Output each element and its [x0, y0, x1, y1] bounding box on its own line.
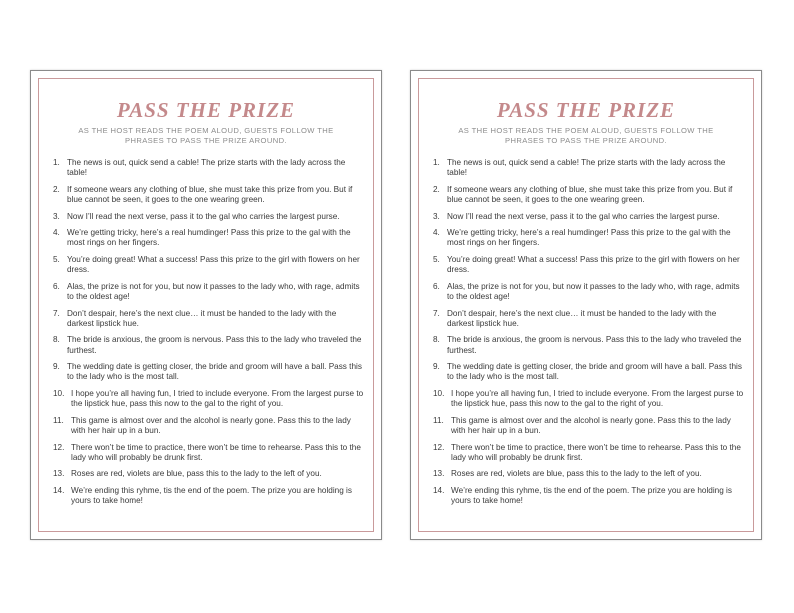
poem-item	[433, 416, 745, 436]
poem-list	[53, 158, 365, 513]
item-number: 10.	[53, 388, 65, 398]
poem-item	[433, 212, 745, 222]
item-number: 8.	[433, 335, 440, 345]
item-text: Roses are red, violets are blue, pass this to the lady to the left of you.	[451, 469, 702, 479]
poem-item	[53, 469, 365, 479]
item-text: The news is out, quick send a cable! The prize starts with the lady across the table!	[447, 158, 726, 178]
item-number: 1.	[53, 158, 60, 167]
item-text: You’re doing great! What a success! Pass this prize to the girl with flowers on her dress.	[447, 254, 740, 275]
card-inner-border	[418, 78, 754, 532]
item-number: 6.	[53, 281, 60, 291]
poem-list	[433, 158, 745, 513]
game-card-right	[410, 70, 762, 540]
item-number: 2.	[433, 184, 440, 194]
poem-item	[433, 443, 745, 463]
item-number: 6.	[433, 281, 440, 291]
item-text: Now I’ll read the next verse, pass it to the gal who carries the largest purse.	[447, 211, 720, 221]
poem-item	[433, 255, 745, 275]
item-text: We’re getting tricky, here’s a real humdinger! Pass this prize to the gal with the most rings on her fingers.	[447, 228, 731, 248]
item-number: 12.	[433, 442, 445, 452]
item-text: Alas, the prize is not for you, but now it passes to the lady who, with rage, admits to the oldest age!	[447, 281, 740, 301]
poem-item	[53, 255, 365, 275]
item-number: 11.	[433, 415, 444, 425]
poem-item	[53, 282, 365, 302]
item-number: 1.	[433, 158, 440, 167]
item-text: We’re getting tricky, here’s a real humdinger! Pass this prize to the gal with the most rings on her fingers.	[67, 228, 351, 248]
poem-item	[53, 416, 365, 436]
item-number: 5.	[53, 254, 60, 264]
item-number: 9.	[53, 362, 60, 372]
item-number: 13.	[433, 469, 445, 479]
item-text: Don’t despair, here’s the next clue… it must be handed to the lady with the darkest lipstick hue.	[67, 308, 337, 328]
item-text: You’re doing great! What a success! Pass this prize to the girl with flowers on her dress.	[67, 254, 360, 275]
item-text: The wedding date is getting closer, the bride and groom will have a ball. Pass this to the lady who is the most tall.	[67, 362, 362, 382]
poem-item	[433, 486, 745, 506]
item-number: 4.	[53, 228, 60, 238]
item-text: The bride is anxious, the groom is nervous. Pass this to the lady who traveled the furthest.	[447, 335, 742, 355]
poem-item	[53, 212, 365, 222]
item-number: 14.	[53, 485, 65, 495]
card-title: PASS THE PRIZE	[496, 98, 676, 122]
item-number: 3.	[53, 211, 60, 221]
item-number: 10.	[433, 388, 445, 398]
item-text: The wedding date is getting closer, the bride and groom will have a ball. Pass this to the lady who is the most tall.	[447, 362, 742, 382]
item-text: If someone wears any clothing of blue, she must take this prize from you. But if blue cannot be seen, it goes to the one wearing green.	[67, 184, 353, 204]
item-number: 9.	[433, 362, 440, 372]
item-text: There won’t be time to practice, there won’t be time to rehearse. Pass this to the lady who will probably be drunk first.	[71, 442, 361, 462]
game-card-left	[30, 70, 382, 540]
item-number: 13.	[53, 469, 65, 479]
item-text: I hope you’re all having fun, I tried to include everyone. From the largest purse to the lipstick hue, pass this now to the gal to the right of you.	[451, 388, 744, 409]
item-number: 3.	[433, 211, 440, 221]
item-number: 2.	[53, 184, 60, 194]
poem-item	[433, 185, 745, 205]
item-text: Roses are red, violets are blue, pass this to the lady to the left of you.	[71, 469, 322, 479]
item-number: 12.	[53, 442, 65, 452]
item-text: There won’t be time to practice, there won’t be time to rehearse. Pass this to the lady who will probably be drunk first.	[451, 442, 741, 462]
item-text: We’re ending this ryhme, tis the end of the poem. The prize you are holding is yours to take home!	[71, 485, 352, 506]
item-number: 5.	[433, 254, 440, 264]
item-number: 4.	[433, 228, 440, 238]
card-title: PASS THE PRIZE	[116, 98, 296, 122]
item-text: Now I’ll read the next verse, pass it to the gal who carries the largest purse.	[67, 211, 340, 221]
item-number: 7.	[433, 308, 440, 318]
item-text: The bride is anxious, the groom is nervous. Pass this to the lady who traveled the furthest.	[67, 335, 362, 355]
item-text: The news is out, quick send a cable! The prize starts with the lady across the table!	[67, 158, 346, 178]
item-text: I hope you’re all having fun, I tried to include everyone. From the largest purse to the lipstick hue, pass this now to the gal to the right of you.	[71, 388, 364, 409]
item-text: Alas, the prize is not for you, but now it passes to the lady who, with rage, admits to the oldest age!	[67, 281, 360, 301]
poem-item	[433, 335, 745, 355]
item-text: This game is almost over and the alcohol is nearly gone. Pass this to the lady with her hair up in a bun.	[451, 415, 731, 435]
item-number: 14.	[433, 485, 445, 495]
card-inner-border	[38, 78, 374, 532]
card-instructions: AS THE HOST READS THE POEM ALOUD, GUESTS FOLLOW THE PHRASES TO PASS THE PRIZE AROUND.	[78, 126, 334, 145]
poem-item	[433, 228, 745, 248]
poem-item	[433, 389, 745, 409]
item-number: 11.	[53, 415, 64, 425]
item-text: This game is almost over and the alcohol is nearly gone. Pass this to the lady with her hair up in a bun.	[71, 415, 351, 435]
poem-item	[53, 335, 365, 355]
poem-item	[53, 443, 365, 463]
poem-item	[53, 486, 365, 506]
poem-item	[433, 282, 745, 302]
item-text: We’re ending this ryhme, tis the end of the poem. The prize you are holding is yours to take home!	[451, 485, 732, 506]
poem-item	[433, 158, 745, 178]
item-text: Don’t despair, here’s the next clue… it must be handed to the lady with the darkest lipstick hue.	[447, 308, 717, 328]
card-instructions: AS THE HOST READS THE POEM ALOUD, GUESTS FOLLOW THE PHRASES TO PASS THE PRIZE AROUND.	[458, 126, 714, 145]
poem-item	[433, 362, 745, 382]
item-number: 8.	[53, 335, 60, 345]
poem-item	[53, 228, 365, 248]
item-text: If someone wears any clothing of blue, she must take this prize from you. But if blue cannot be seen, it goes to the one wearing green.	[447, 184, 733, 204]
poem-item	[53, 309, 365, 329]
poem-item	[433, 469, 745, 479]
item-number: 7.	[53, 308, 60, 318]
poem-item	[53, 185, 365, 205]
poem-item	[53, 389, 365, 409]
poem-item	[53, 158, 365, 178]
poem-item	[53, 362, 365, 382]
poem-item	[433, 309, 745, 329]
